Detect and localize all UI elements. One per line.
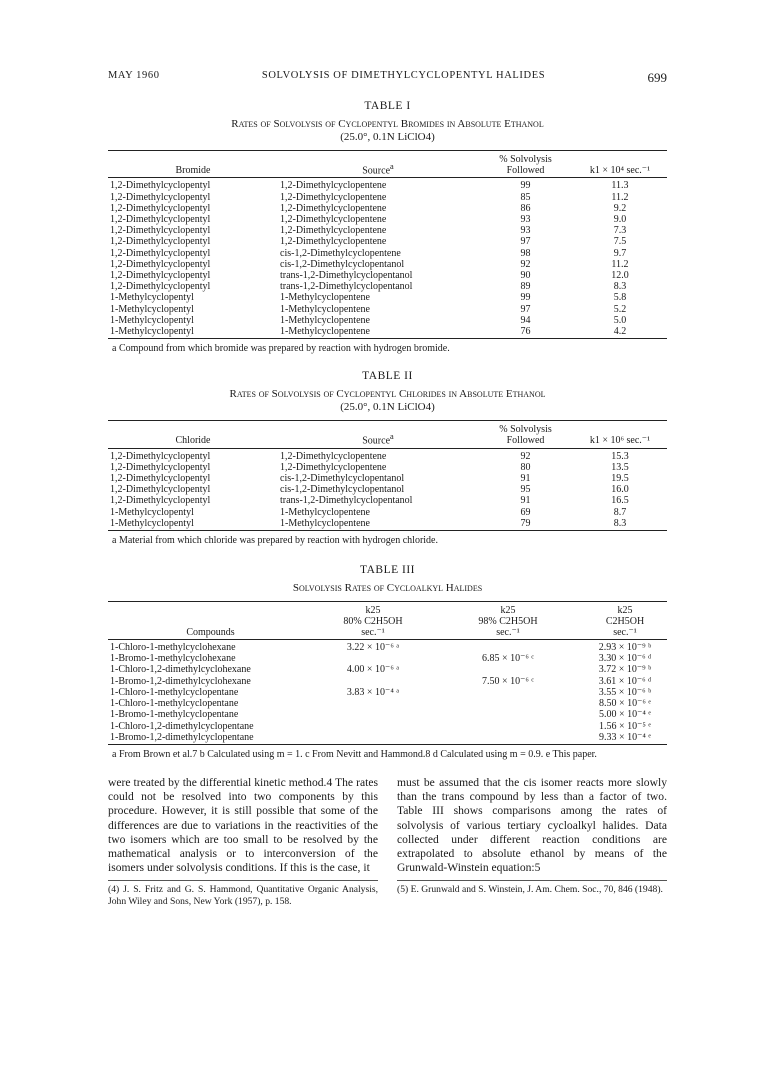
table3-cell: 1-Bromo-1-methylcyclohexane	[110, 653, 236, 665]
table3-cell	[313, 653, 433, 664]
table3-cell: 6.85 × 10⁻⁶ ᶜ	[482, 653, 534, 665]
table1-header-source: Source$^a$	[278, 151, 478, 178]
table1-cell: 8.3	[613, 281, 627, 293]
table3-cell: 1-Chloro-1-methylcyclopentane	[110, 686, 239, 698]
right-column	[397, 776, 667, 907]
table2-row	[108, 518, 667, 531]
table1-title: Rates of Solvolysis of Cyclopentyl Bromides in Absolute Ethanol	[231, 118, 544, 130]
table1-cell: 7.5	[613, 236, 627, 248]
table1-body	[108, 178, 667, 339]
table2-cell: 1-Methylcyclopentyl	[110, 506, 194, 518]
table3-cell	[313, 721, 433, 732]
table2-header-chloride: Chloride	[108, 421, 278, 448]
table1-conditions: (25.0°, 0.1N LiClO4)	[340, 131, 435, 143]
table2-cell: trans-1,2-Dimethylcyclopentanol	[280, 495, 413, 507]
footnote-5: (5) E. Grunwald and S. Winstein, J. Am. Chem. Soc., 70, 846 (1948).	[397, 880, 667, 895]
table3-cell: 1-Bromo-1,2-dimethylcyclopentane	[108, 732, 313, 745]
table3-cell: 3.72 × 10⁻⁹ ᵇ	[598, 664, 652, 676]
page-number: 699	[647, 70, 667, 85]
table1-cell: 5.2	[613, 303, 627, 315]
table2-cell: 1-Methylcyclopentene	[278, 518, 478, 531]
table2-cell: 1,2-Dimethylcyclopentyl	[110, 461, 211, 473]
table3-row	[108, 664, 667, 675]
table2-conditions: (25.0°, 0.1N LiClO4)	[340, 401, 435, 414]
table2-cell: 69	[520, 506, 531, 518]
table2-cell: 91	[520, 495, 531, 507]
table2-cell: 16.0	[611, 484, 629, 496]
table3-cell: 8.50 × 10⁻⁶ ᵉ	[599, 698, 651, 710]
table1-cell: 1,2-Dimethylcyclopentyl	[110, 191, 211, 203]
table3-cell	[433, 698, 583, 709]
table1-cell: 98	[520, 247, 531, 259]
table1-cell: 1,2-Dimethylcyclopentene	[280, 214, 387, 226]
table1-cell: 1,2-Dimethylcyclopentyl	[110, 270, 211, 282]
table3-footnote: a From Brown et al.7 b Calculated using m = 1. c From Nevitt and Hammond.8 d Calculated using m = 0.9. e This paper.	[112, 748, 597, 760]
table3-cell: 4.00 × 10⁻⁶ ᵃ	[346, 664, 400, 676]
table1-cell: 9.7	[613, 247, 627, 259]
table3-caption	[108, 564, 667, 595]
table3-header-compounds: Compounds	[108, 602, 313, 640]
table1-row	[108, 248, 667, 259]
left-column	[108, 776, 378, 907]
table3-cell	[433, 721, 583, 732]
table2-cell: 1-Methylcyclopentene	[280, 506, 370, 518]
table2-footnote: a Material from which chloride was prepared by reaction with hydrogen chloride.	[112, 535, 438, 547]
table3-cell: 1-Chloro-1,2-dimethylcyclopentane	[110, 720, 254, 732]
table3-cell: 1-Chloro-1-methylcyclopentane	[110, 698, 239, 710]
table2-cell: 1,2-Dimethylcyclopentene	[280, 461, 387, 473]
table3-cell	[313, 709, 433, 720]
table1-cell: 1,2-Dimethylcyclopentyl	[110, 247, 211, 259]
table1-row	[108, 281, 667, 292]
table1-cell: 94	[520, 314, 531, 326]
table1-cell: trans-1,2-Dimethylcyclopentanol	[280, 270, 413, 282]
table3-row	[108, 687, 667, 698]
table2-row	[108, 507, 667, 518]
table3-cell: 1-Chloro-1,2-dimethylcyclohexane	[110, 664, 251, 676]
table2-header-percent: % Solvolysis Followed	[478, 421, 573, 448]
table3-body	[108, 640, 667, 745]
table2	[108, 420, 667, 531]
table3-row	[108, 698, 667, 709]
table2-cell: cis-1,2-Dimethylcyclopentanol	[280, 484, 405, 496]
table1-cell: 11.2	[611, 191, 629, 203]
table1-cell: 1-Methylcyclopentyl	[110, 314, 194, 326]
table3-cell	[313, 732, 433, 745]
table1-cell: 76	[478, 326, 573, 339]
table3-header-80: k25 80% C2H5OH sec.⁻¹	[313, 602, 433, 640]
table1-cell: cis-1,2-Dimethylcyclopentene	[280, 247, 401, 259]
table3-title: Solvolysis Rates of Cycloalkyl Halides	[292, 582, 483, 595]
table1-row	[108, 236, 667, 247]
table1-cell: 9.2	[613, 202, 627, 214]
table1-row	[108, 292, 667, 303]
table3-cell	[433, 664, 583, 675]
table3-header-98: k25 98% C2H5OH sec.⁻¹	[433, 602, 583, 640]
table1-cell: 92	[520, 258, 531, 270]
table2-header-source: Source$^a$	[278, 421, 478, 448]
table3-row	[108, 653, 667, 664]
table3-cell	[433, 687, 583, 698]
table1-header-percent: % Solvolysis Followed	[478, 151, 573, 178]
body-paragraph-left: were treated by the differential kinetic method.4 The rates could not be resolved into two components by this procedure. However, it is still possible that some of the differences are due to variations in the reactivities of the two isomers which are too small to be resolved by the mathematical analysis or to interconversion of the isomers under solvolysis conditions. If this is the case, it	[108, 775, 378, 875]
table1-cell: 1,2-Dimethylcyclopentene	[280, 225, 387, 237]
table2-cell: 8.3	[573, 518, 667, 531]
table3	[108, 601, 667, 745]
table3-cell: 2.93 × 10⁻⁹ ᵇ	[598, 642, 652, 654]
table2-cell: 91	[520, 473, 531, 485]
table1-row	[108, 214, 667, 225]
table1-cell: 93	[520, 214, 531, 226]
table2-caption	[108, 370, 667, 414]
table2-body	[108, 448, 667, 530]
table3-cell: 5.00 × 10⁻⁴ ᵉ	[599, 709, 651, 721]
table2-cell: 15.3	[611, 450, 629, 462]
table2-cell: 1-Methylcyclopentyl	[108, 518, 278, 531]
table1	[108, 150, 667, 339]
table3-cell	[313, 676, 433, 687]
table2-cell: 1,2-Dimethylcyclopentyl	[110, 484, 211, 496]
table2-cell: 1,2-Dimethylcyclopentyl	[110, 450, 211, 462]
table1-cell: cis-1,2-Dimethylcyclopentanol	[280, 258, 405, 270]
table1-cell: 85	[520, 191, 531, 203]
table1-cell: trans-1,2-Dimethylcyclopentanol	[280, 281, 413, 293]
table1-header-rate: k1 × 10⁴ sec.⁻¹	[573, 151, 667, 178]
table1-cell: 1-Methylcyclopentyl	[110, 303, 194, 315]
table3-row	[108, 709, 667, 720]
table1-row	[108, 270, 667, 281]
table1-cell: 1,2-Dimethylcyclopentyl	[110, 236, 211, 248]
table3-cell	[433, 732, 583, 745]
table1-cell: 7.3	[613, 225, 627, 237]
table1-cell: 1-Methylcyclopentene	[280, 314, 370, 326]
table1-footnote: a Compound from which bromide was prepared by reaction with hydrogen bromide.	[112, 343, 450, 355]
table1-cell: 1,2-Dimethylcyclopentene	[280, 191, 387, 203]
table3-cell: 1-Bromo-1-methylcyclopentane	[110, 709, 239, 721]
table1-cell: 97	[520, 303, 531, 315]
table1-cell: 89	[520, 281, 531, 293]
table1-cell: 1,2-Dimethylcyclopentyl	[110, 225, 211, 237]
table3-cell	[313, 698, 433, 709]
table3-cell: 7.50 × 10⁻⁶ ᶜ	[482, 675, 534, 687]
table3-row	[108, 640, 667, 654]
table1-cell: 90	[520, 270, 531, 282]
table3-cell: 3.61 × 10⁻⁶ ᵈ	[598, 675, 652, 687]
table1-cell: 11.3	[611, 180, 629, 192]
table1-row	[108, 304, 667, 315]
table1-cell: 86	[520, 202, 531, 214]
table1-cell: 1,2-Dimethylcyclopentyl	[110, 180, 211, 192]
table3-number: TABLE III	[360, 564, 415, 577]
table1-cell: 97	[520, 236, 531, 248]
table3-cell: 3.55 × 10⁻⁶ ᵇ	[598, 686, 652, 698]
table1-cell: 5.8	[613, 292, 627, 304]
table2-row	[108, 495, 667, 506]
table2-cell: 95	[520, 484, 531, 496]
table3-row	[108, 732, 667, 745]
table1-cell: 12.0	[611, 270, 629, 282]
table2-cell: 1,2-Dimethylcyclopentyl	[110, 495, 211, 507]
table1-cell: 1,2-Dimethylcyclopentyl	[110, 214, 211, 226]
table3-cell	[433, 709, 583, 720]
table1-cell: 11.2	[611, 258, 629, 270]
table1-cell: 1,2-Dimethylcyclopentene	[280, 202, 387, 214]
body-columns	[108, 776, 667, 907]
table2-cell: 8.7	[613, 506, 627, 518]
table2-title: Rates of Solvolysis of Cyclopentyl Chlorides in Absolute Ethanol	[229, 388, 546, 401]
table1-cell: 5.0	[613, 314, 627, 326]
table1-cell: 1,2-Dimethylcyclopentene	[280, 236, 387, 248]
table1-cell: 99	[520, 292, 531, 304]
table1-cell: 1,2-Dimethylcyclopentene	[280, 180, 387, 192]
table2-row	[108, 484, 667, 495]
table1-cell: 1,2-Dimethylcyclopentyl	[110, 281, 211, 293]
table1-cell: 1-Methylcyclopentyl	[108, 326, 278, 339]
table1-cell: 1-Methylcyclopentene	[280, 303, 370, 315]
table2-cell: 92	[520, 450, 531, 462]
table3-row	[108, 721, 667, 732]
table2-cell: 16.5	[611, 495, 629, 507]
table3-cell	[433, 640, 583, 654]
table1-cell: 1-Methylcyclopentene	[280, 292, 370, 304]
table2-cell: 80	[520, 461, 531, 473]
table1-cell: 1-Methylcyclopentene	[278, 326, 478, 339]
table2-row	[108, 473, 667, 484]
table1-number: TABLE I	[364, 100, 411, 112]
table1-row	[108, 192, 667, 203]
table2-cell: 19.5	[611, 473, 629, 485]
table3-cell: 9.33 × 10⁻⁴ ᵉ	[583, 732, 667, 745]
running-head	[108, 70, 667, 86]
body-paragraph-right: must be assumed that the cis isomer reacts more slowly than the trans compound by less than a factor of two. Table III shows comparisons among the rates of solvolysis of various tertiary cycloalkyl halides. Data collected under different reaction conditions are extrapolated to absolute ethanol by means of the Grunwald-Winstein equation:5	[397, 775, 667, 875]
table3-cell: 3.30 × 10⁻⁶ ᵈ	[598, 653, 652, 665]
table1-row	[108, 259, 667, 270]
table3-header-abs: k25 C2H5OH sec.⁻¹	[583, 602, 667, 640]
table2-cell: 13.5	[611, 461, 629, 473]
table3-cell: 1-Bromo-1,2-dimethylcyclohexane	[110, 675, 251, 687]
footnote-4: (4) J. S. Fritz and G. S. Hammond, Quantitative Organic Analysis, John Wiley and Sons, New York (1957), p. 158.	[108, 880, 378, 907]
table2-cell: 79	[478, 518, 573, 531]
table3-cell: 3.83 × 10⁻⁴ ᵃ	[346, 686, 400, 698]
table2-cell: cis-1,2-Dimethylcyclopentanol	[280, 473, 405, 485]
table1-row	[108, 178, 667, 192]
table1-row	[108, 326, 667, 339]
table2-row	[108, 462, 667, 473]
table1-row	[108, 225, 667, 236]
table2-number: TABLE II	[362, 370, 413, 383]
table1-row	[108, 315, 667, 326]
table3-cell: 1-Chloro-1-methylcyclohexane	[110, 642, 236, 654]
table1-cell: 93	[520, 225, 531, 237]
table3-row	[108, 676, 667, 687]
table2-header-rate: k1 × 10⁶ sec.⁻¹	[573, 421, 667, 448]
table1-header-bromide: Bromide	[108, 151, 278, 178]
table1-caption	[108, 100, 667, 144]
table1-row	[108, 203, 667, 214]
table1-cell: 1,2-Dimethylcyclopentyl	[110, 258, 211, 270]
table1-cell: 4.2	[573, 326, 667, 339]
table2-cell: 1,2-Dimethylcyclopentyl	[110, 473, 211, 485]
table1-cell: 9.0	[613, 214, 627, 226]
table3-cell: 3.22 × 10⁻⁶ ᵃ	[346, 642, 400, 654]
table1-cell: 1-Methylcyclopentyl	[110, 292, 194, 304]
table2-row	[108, 448, 667, 462]
table1-cell: 1,2-Dimethylcyclopentyl	[110, 202, 211, 214]
table1-cell: 99	[520, 180, 531, 192]
running-head-date: MAY 1960	[108, 70, 160, 81]
table2-cell: 1,2-Dimethylcyclopentene	[280, 450, 387, 462]
table3-cell: 1.56 × 10⁻⁵ ᵉ	[599, 720, 651, 732]
running-head-title: SOLVOLYSIS OF DIMETHYLCYCLOPENTYL HALIDES	[261, 70, 546, 81]
